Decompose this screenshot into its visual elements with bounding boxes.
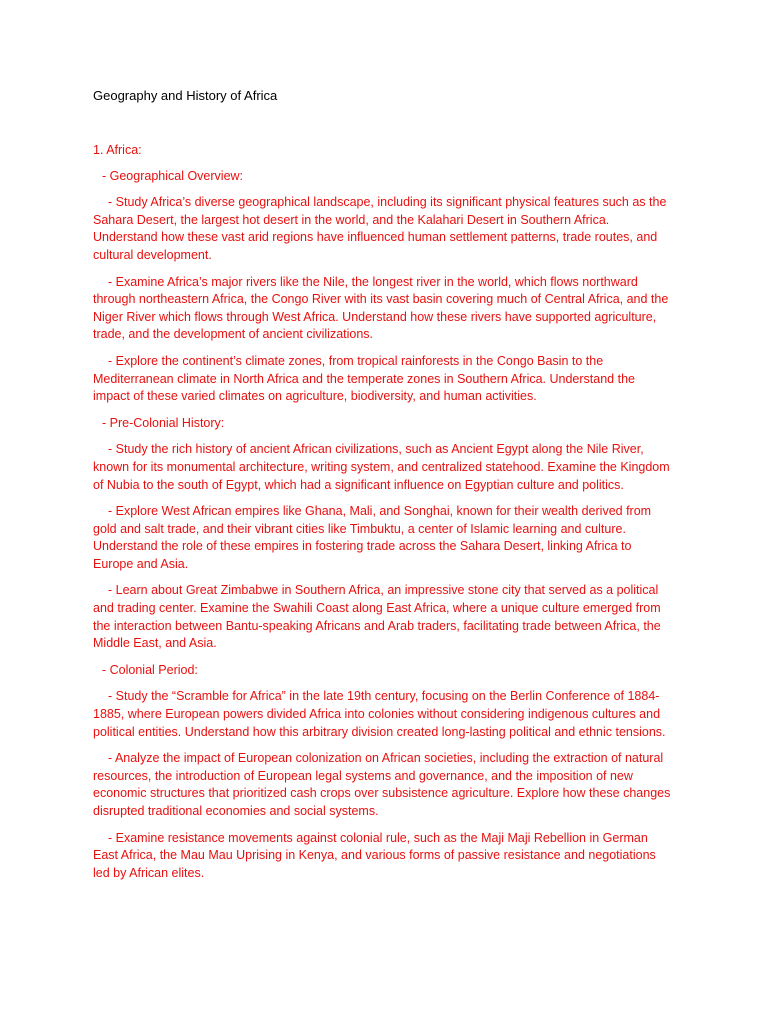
document-body xyxy=(93,142,673,891)
paragraph-scramble-for-africa: - Study the “Scramble for Africa” in the late 19th century, focusing on the Berlin Conference of 1884-1885, where European powers divided Africa into colonies without considering indigenous cultures and political entities. Understand how this arbitrary division created long-lasting political and ethnic tensions. xyxy=(93,689,666,739)
subsection-heading-geographical-overview: - Geographical Overview: xyxy=(102,168,244,183)
subsection-heading-colonial-period: - Colonial Period: xyxy=(102,662,198,677)
paragraph-sahara-kalahari: - Study Africa’s diverse geographical landscape, including its significant physical features such as the Sahara Desert, the largest hot desert in the world, and the Kalahari Desert in Southern Africa. Understand how these vast arid regions have influenced human settlement patterns, trade routes, and cultural development. xyxy=(93,195,667,262)
paragraph-great-zimbabwe-swahili: - Learn about Great Zimbabwe in Southern Africa, an impressive stone city that served as a political and trading center. Examine the Swahili Coast along East Africa, where a unique culture emerged from the interaction between Bantu-speaking Africans and Arab traders, facilitating trade between Africa, the Middle East, and Asia. xyxy=(93,583,661,651)
paragraph-climate-zones: - Explore the continent’s climate zones, from tropical rainforests in the Congo Basin to the Mediterranean climate in North Africa and the temperate zones in Southern Africa. Understand the impact of these varied climates on agriculture, biodiversity, and human activities. xyxy=(93,353,635,404)
paragraph-ancient-civilizations: - Study the rich history of ancient African civilizations, such as Ancient Egypt along the Nile River, known for its monumental architecture, writing system, and centralized statehood. Examine the Kingdom of Nubia to the south of Egypt, which had a significant influence on Egyptian culture and politics. xyxy=(93,442,670,492)
paragraph-west-african-empires: - Explore West African empires like Ghana, Mali, and Songhai, known for their wealth derived from gold and salt trade, and their vibrant cities like Timbuktu, a center of Islamic learning and culture. Understand the role of these empires in fostering trade across the Sahara Desert, linking Africa to Europe and Asia. xyxy=(93,504,652,571)
paragraph-resistance-movements: - Examine resistance movements against colonial rule, such as the Maji Maji Rebellion in German East Africa, the Mau Mau Uprising in Kenya, and various forms of passive resistance and negotiations led by African elites. xyxy=(93,830,656,880)
section-heading-africa: 1. Africa: xyxy=(93,143,142,157)
document-title: Geography and History of Africa xyxy=(93,88,278,103)
paragraph-colonization-impact: - Analyze the impact of European colonization on African societies, including the extraction of natural resources, the introduction of European legal systems and governance, and the imposition of new economic structures that prioritized cash crops over subsistence agriculture. Explore how these changes disrupted traditional economies and social systems. xyxy=(93,751,671,818)
paragraph-major-rivers: - Examine Africa’s major rivers like the Nile, the longest river in the world, which flows northward through northeastern Africa, the Congo River with its vast basin covering much of Central Africa, and the Niger River which flows through West Africa. Understand how these rivers have supported agriculture, trade, and the development of ancient civilizations. xyxy=(93,274,669,342)
subsection-heading-pre-colonial-history: - Pre-Colonial History: xyxy=(102,415,225,430)
